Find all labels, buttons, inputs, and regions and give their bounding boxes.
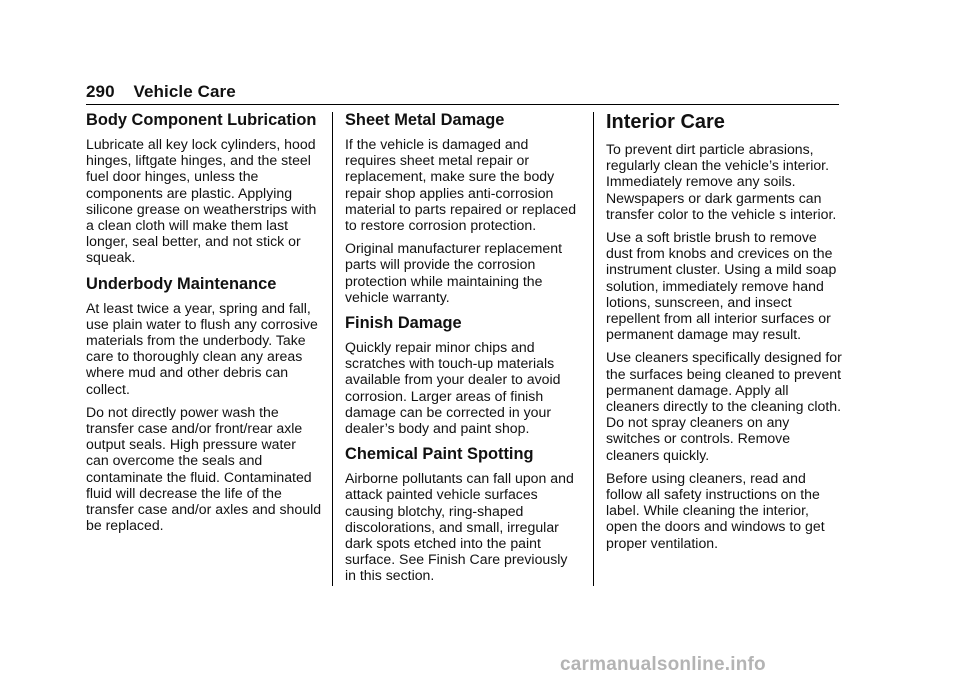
paragraph: Lubricate all key lock cylinders, hood hinges, liftgate hinges, and the steel fuel door hinges, unless the components are plastic. Applying silicone grease on weatherstrips with a clean cloth will make them last longer, seal better, and not stick or squeak. <box>86 136 317 266</box>
paragraph: Do not directly power wash the transfer case and/or front/rear axle output seals. High pressure water can overcome the seals and contaminate the fluid. Contaminated fluid will decrease the life of the transfer case and/or axles and should be replaced. <box>86 403 322 534</box>
heading-finish-damage: Finish Damage <box>345 314 462 333</box>
paragraph: Quickly repair minor chips and scratches with touch-up materials available from your dealer to avoid corrosion. Larger areas of finish damage can be corrected in your dealer’s body and paint shop. <box>345 339 561 437</box>
column-left <box>86 108 322 540</box>
paragraph: If the vehicle is damaged and requires sheet metal repair or replacement, make sure the body repair shop applies anti-corrosion material to parts repaired or replaced to restore corrosion protection. <box>345 136 577 234</box>
heading-interior-care: Interior Care <box>606 111 725 133</box>
paragraph: Before using cleaners, read and follow all safety instructions on the label. While cleaning the interior, open the doors and windows to get proper ventilation. <box>606 469 825 551</box>
paragraph: Airborne pollutants can fall upon and attack painted vehicle surfaces causing blotchy, ring-shaped discolorations, and small, irregular dark spots etched into the paint surface. See Finish Care previously in this section. <box>345 470 574 584</box>
column-right <box>606 108 842 558</box>
column-middle <box>345 108 580 591</box>
paragraph: Use cleaners specifically designed for the surfaces being cleaned to prevent permanent damage. Apply all cleaners directly to the cleaning cloth. Do not spray cleaners on any switches or controls. Remove cleaners quickly. <box>606 349 842 463</box>
column-divider-right <box>593 112 594 586</box>
heading-chemical-paint-spotting: Chemical Paint Spotting <box>345 445 534 464</box>
heading-sheet-metal-damage: Sheet Metal Damage <box>345 111 505 129</box>
paragraph: Original manufacturer replacement parts will provide the corrosion protection while maintaining the vehicle warranty. <box>345 240 562 305</box>
heading-body-component-lubrication: Body Component Lubrication <box>86 111 317 129</box>
page-header <box>86 82 236 102</box>
section-title: Vehicle Care <box>133 82 236 101</box>
page-number: 290 <box>86 82 115 101</box>
watermark: carmanualsonline.info <box>560 654 766 675</box>
paragraph: At least twice a year, spring and fall, use plain water to flush any corrosive materials from the underbody. Take care to thoroughly clean any areas where mud and other debris can collect. <box>86 299 318 397</box>
header-rule <box>86 104 839 105</box>
paragraph: To prevent dirt particle abrasions, regularly clean the vehicle’s interior. Immediately remove any soils. Newspapers or dark garments can transfer color to the vehicle s interior. <box>606 141 837 222</box>
heading-underbody-maintenance: Underbody Maintenance <box>86 274 277 293</box>
column-divider-left <box>332 112 333 586</box>
paragraph: Use a soft bristle brush to remove dust from knobs and crevices on the instrument cluster. Using a mild soap solution, immediately remove hand lotions, sunscreen, and insect repellent from all interior surfaces or permanent damage may result. <box>606 229 837 343</box>
